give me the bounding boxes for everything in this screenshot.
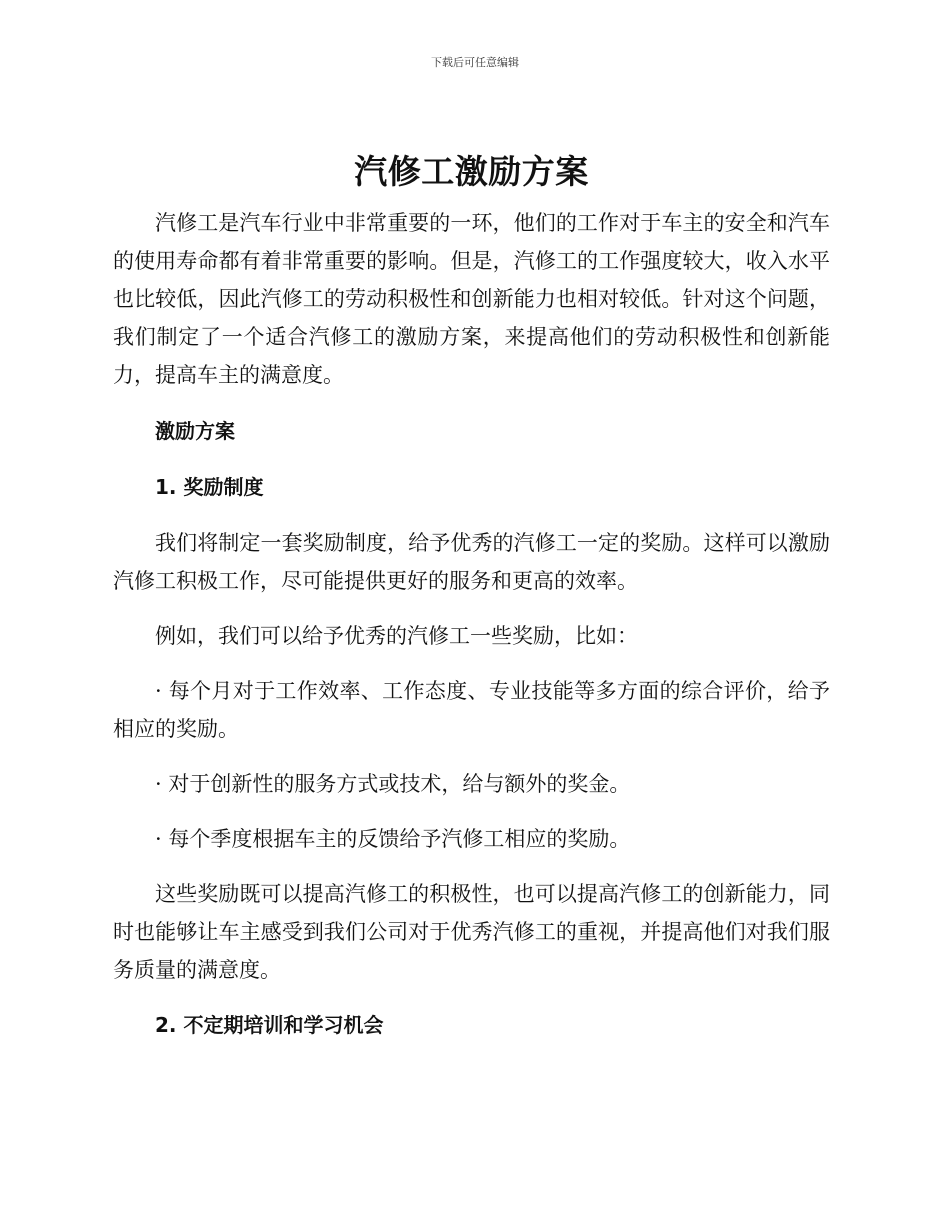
rewards-bullet-3: · 每个季度根据车主的反馈给予汽修工相应的奖励。: [155, 827, 631, 851]
rewards-paragraph-2: 例如，我们可以给予优秀的汽修工一些奖励，比如：: [155, 624, 638, 648]
subsection-heading-rewards: 1. 奖励制度: [155, 475, 264, 499]
intro-paragraph: 汽修工是汽车行业中非常重要的一环，他们的工作对于车主的安全和汽车的使用寿命都有着非常重要的影响。但是，汽修工的工作强度较大，收入水平也比较低，因此汽修工的劳动积极性和创新能力也相对较低。针对这个问题，我们制定了一个适合汽修工的激励方案，来提高他们的劳动积极性和创新能力，提高车主的满意度。: [113, 211, 830, 387]
document-title: 汽修工激励方案: [354, 152, 589, 191]
section-heading: 激励方案: [155, 419, 235, 443]
subsection-heading-training: 2. 不定期培训和学习机会: [155, 1013, 384, 1037]
rewards-bullet-1: · 每个月对于工作效率、工作态度、专业技能等多方面的综合评价，给予相应的奖励。: [113, 679, 830, 741]
rewards-bullet-2: · 对于创新性的服务方式或技术，给与额外的奖金。: [155, 772, 631, 796]
rewards-paragraph-1: 我们将制定一套奖励制度，给予优秀的汽修工一定的奖励。这样可以激励汽修工积极工作，尽可能提供更好的服务和更高的效率。: [113, 531, 830, 593]
rewards-paragraph-3: 这些奖励既可以提高汽修工的积极性，也可以提高汽修工的创新能力，同时也能够让车主感受到我们公司对于优秀汽修工的重视，并提高他们对我们服务质量的满意度。: [113, 882, 830, 982]
document-page: [113, 150, 830, 1062]
header-note: 下载后可任意编辑: [431, 56, 519, 69]
